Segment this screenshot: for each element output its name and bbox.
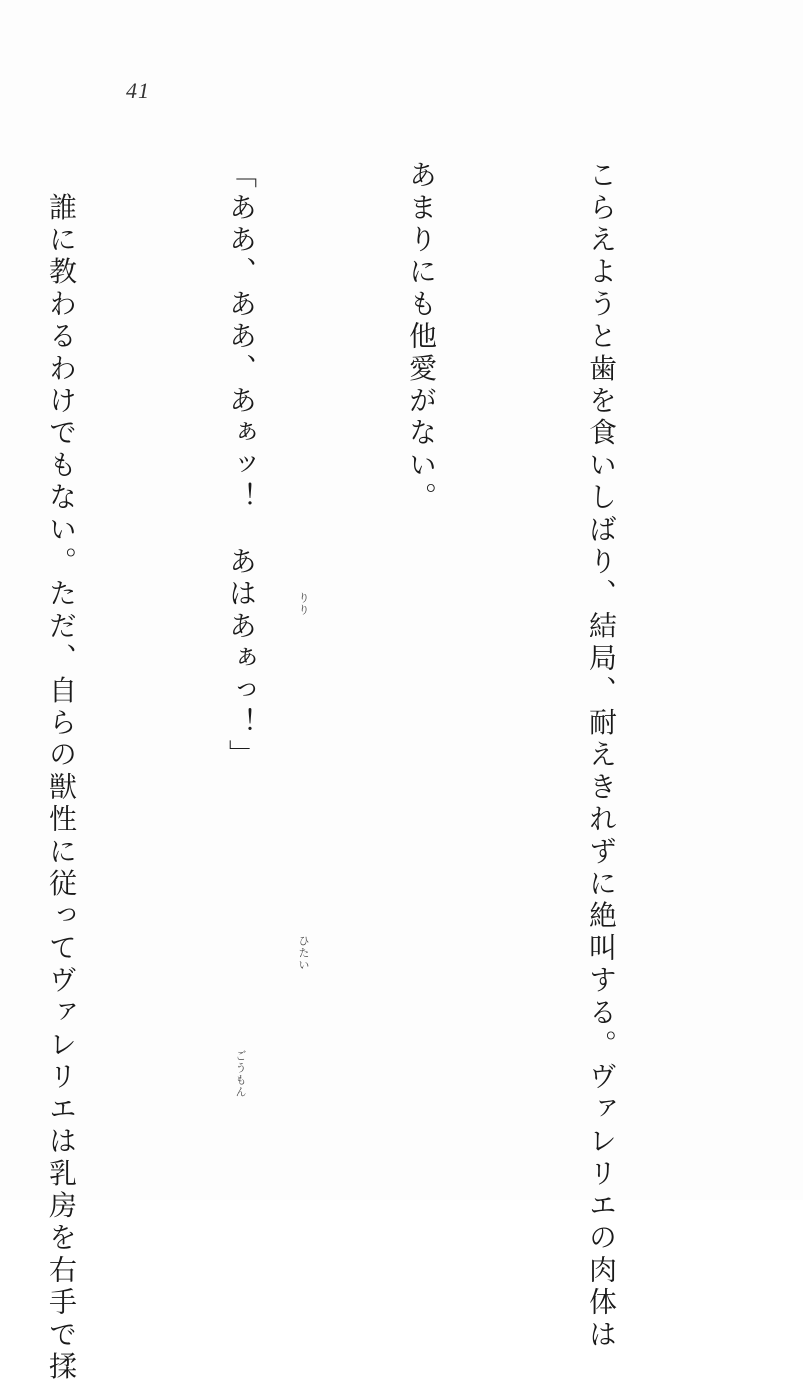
page-number: 41 xyxy=(126,78,150,103)
text-line: 誰に教わるわけでもない。ただ、自らの獣性に従ってヴァレリエは乳房を右手で揉 xyxy=(45,160,78,1384)
text-line: 「ああ、ああ、あぁッ！ あはあぁっ！」 xyxy=(225,160,258,772)
ruby-reading: りり xyxy=(297,592,310,616)
text-line: こらえようと歯を食いしばり、結局、耐えきれずに絶叫する。ヴァレリエの肉体は xyxy=(585,160,618,1352)
body-text xyxy=(45,160,751,1384)
ruby-reading: ひたい xyxy=(297,935,310,971)
text-line: あまりにも他愛がない。 xyxy=(405,160,438,515)
ruby-reading: ごうもん xyxy=(234,1050,247,1098)
